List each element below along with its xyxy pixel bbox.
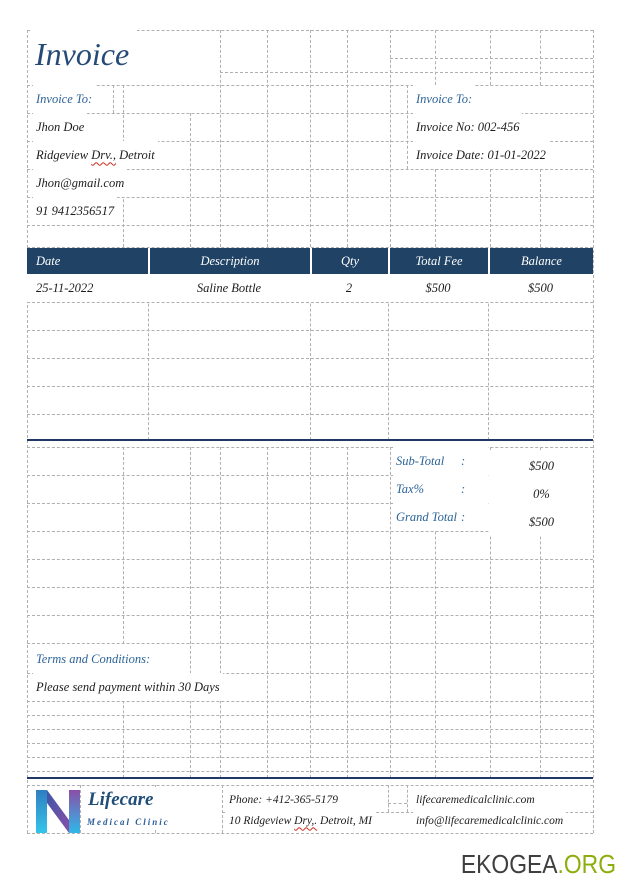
- gridline: [390, 58, 593, 59]
- gridline: [220, 30, 221, 247]
- item-date: 25-11-2022: [27, 274, 148, 302]
- item-total-fee: $500: [388, 274, 488, 302]
- customer-email: Jhon@gmail.com: [33, 169, 127, 197]
- gridline: [407, 85, 408, 169]
- brand-name: Lifecare: [84, 787, 157, 813]
- terms-label: Terms and Conditions:: [33, 645, 153, 673]
- gridline: [27, 833, 593, 834]
- bill-to-label: Invoice To:: [33, 85, 95, 113]
- grand-total-label-text: Grand Total: [396, 509, 458, 524]
- table-bottom-rule: [27, 439, 593, 441]
- column-header-date: Date: [27, 248, 148, 274]
- gridline: [407, 785, 408, 812]
- subtotal-label: [393, 447, 488, 475]
- footer-address: [226, 809, 375, 833]
- watermark-brand: EKOGEA: [460, 848, 558, 879]
- tax-colon: :: [461, 481, 466, 496]
- grand-total-value: $500: [490, 508, 593, 536]
- gridline: [27, 30, 28, 833]
- gridline: [390, 30, 391, 247]
- footer-top-rule: [27, 777, 593, 779]
- grand-total-colon: :: [461, 509, 466, 524]
- footer-email: info@lifecaremedicalclinic.com: [413, 809, 566, 833]
- customer-address: [33, 141, 158, 169]
- lifecare-logo-icon: [36, 787, 80, 833]
- footer-address-misspelled-word: Dry,.: [294, 814, 318, 827]
- gridline: [435, 169, 436, 247]
- gridline: [220, 72, 593, 73]
- gridline: [267, 30, 268, 247]
- gridline: [540, 30, 541, 85]
- gridline: [113, 85, 114, 113]
- gridline: [540, 169, 541, 247]
- gridline: [435, 30, 436, 85]
- gridline: [27, 785, 593, 786]
- column-header-balance: Balance: [490, 248, 593, 274]
- gridline: [347, 447, 348, 778]
- page-title: Invoice: [31, 30, 137, 78]
- watermark-tld: .ORG: [557, 848, 616, 879]
- invoice-meta-label: Invoice To:: [413, 85, 475, 113]
- gridline: [220, 447, 221, 778]
- gridline: [388, 785, 389, 812]
- customer-phone: 91 9412356517: [33, 197, 117, 225]
- address-misspelled-word: Drv.,: [91, 147, 116, 162]
- grand-total-label: [393, 503, 488, 531]
- gridline: [490, 30, 491, 85]
- gridline: [388, 803, 407, 804]
- column-header-qty: Qty: [312, 248, 388, 274]
- footer-website: lifecaremedicalclinic.com: [413, 788, 538, 812]
- gridline: [222, 785, 223, 833]
- customer-name: Jhon Doe: [33, 113, 87, 141]
- terms-body: Please send payment within 30 Days: [33, 673, 223, 701]
- invoice-date: Invoice Date: 01-01-2022: [413, 141, 549, 169]
- gridline: [390, 447, 391, 778]
- tax-label: [393, 475, 488, 503]
- address-part: Detroit: [115, 147, 155, 162]
- tax-label-text: Tax%: [396, 481, 425, 496]
- invoice-number: Invoice No: 002-456: [413, 113, 522, 141]
- gridline: [267, 447, 268, 778]
- address-part: Ridgeview: [36, 147, 92, 162]
- item-qty: 2: [310, 274, 388, 302]
- gridline: [347, 30, 348, 247]
- ekogea-watermark: [460, 848, 616, 879]
- gridline: [190, 113, 191, 247]
- column-header-total-fee: Total Fee: [390, 248, 488, 274]
- gridline: [190, 447, 191, 778]
- column-header-description: Description: [150, 248, 310, 274]
- item-balance: $500: [488, 274, 593, 302]
- tax-value: 0%: [490, 480, 593, 508]
- footer-address-part: Detroit, MI: [317, 814, 372, 827]
- gridline: [80, 785, 81, 833]
- subtotal-colon: :: [461, 453, 466, 468]
- gridline: [490, 169, 491, 247]
- gridline: [593, 30, 594, 833]
- footer-phone: Phone: +412-365-5179: [226, 788, 341, 812]
- subtotal-label-text: Sub-Total: [396, 453, 445, 468]
- footer-address-part: 10 Ridgeview: [229, 814, 295, 827]
- gridline: [123, 447, 124, 778]
- brand-tagline: Medical Clinic: [85, 814, 172, 829]
- subtotal-value: $500: [490, 452, 593, 480]
- gridline: [310, 30, 311, 247]
- item-description: Saline Bottle: [148, 274, 310, 302]
- gridline: [310, 447, 311, 778]
